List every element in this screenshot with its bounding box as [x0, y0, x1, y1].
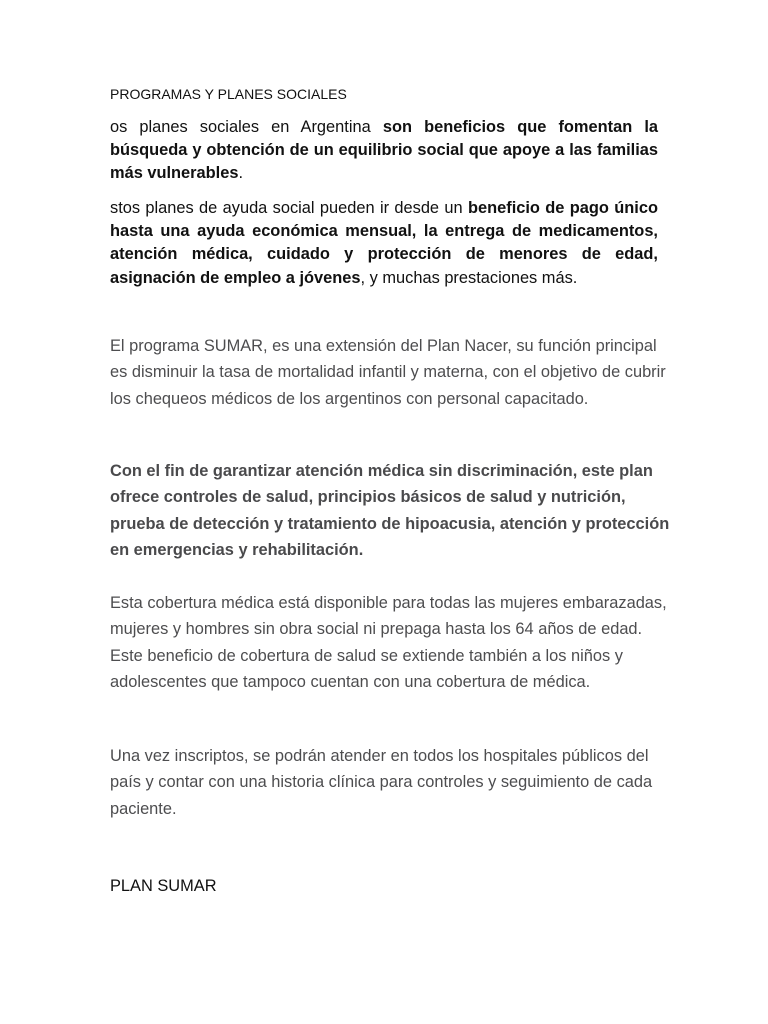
section-heading-plan-sumar: PLAN SUMAR: [110, 877, 217, 895]
paragraph-inscriptos: Una vez inscriptos, se podrán atender en todos los hospitales públicos del país y contar con una historia clínica para controles y seguimiento de cada paciente.: [110, 747, 653, 818]
paragraph-cobertura-medica: Esta cobertura médica está disponible para todas las mujeres embarazadas, mujeres y hombres sin obra social ni prepaga hasta los 64 años de edad. Este beneficio de cobertura de salud se extiende también a los niños y adolescentes que tampoco cuentan con una cobertura de médica.: [110, 594, 667, 691]
paragraph-text: os planes sociales en Argentina: [110, 118, 371, 136]
paragraph-text: , y muchas prestaciones más.: [360, 268, 578, 287]
paragraph-text: stos planes de ayuda social pueden ir desde un: [110, 199, 463, 217]
paragraph-planes-ayuda: [110, 197, 658, 290]
page-heading: PROGRAMAS Y PLANES SOCIALES: [110, 86, 347, 102]
paragraph-atencion-medica: Con el fin de garantizar atención médica sin discriminación, este plan ofrece controles de salud, principios básicos de salud y nutrición, prueba de detección y tratamiento de hipoacusia, atención y protección en emergencias y rehabilitación.: [110, 462, 670, 559]
paragraph-bold-text: beneficio de pago único hasta una ayuda económica mensual, la entrega de medicamentos, atención médica, cuidado y protección de menores de edad, asignación de empleo a jóvenes: [110, 199, 658, 287]
paragraph-programa-sumar: El programa SUMAR, es una extensión del Plan Nacer, su función principal es disminuir la tasa de mortalidad infantil y materna, con el objetivo de cubrir los chequeos médicos de los argentinos con personal capacitado.: [110, 337, 666, 408]
paragraph-planes-sociales: [110, 116, 658, 186]
paragraph-bold-text: son beneficios que fomentan la búsqueda y obtención de un equilibrio social que apoye a las familias más vulnerables: [110, 118, 658, 183]
paragraph-text: .: [238, 164, 244, 183]
